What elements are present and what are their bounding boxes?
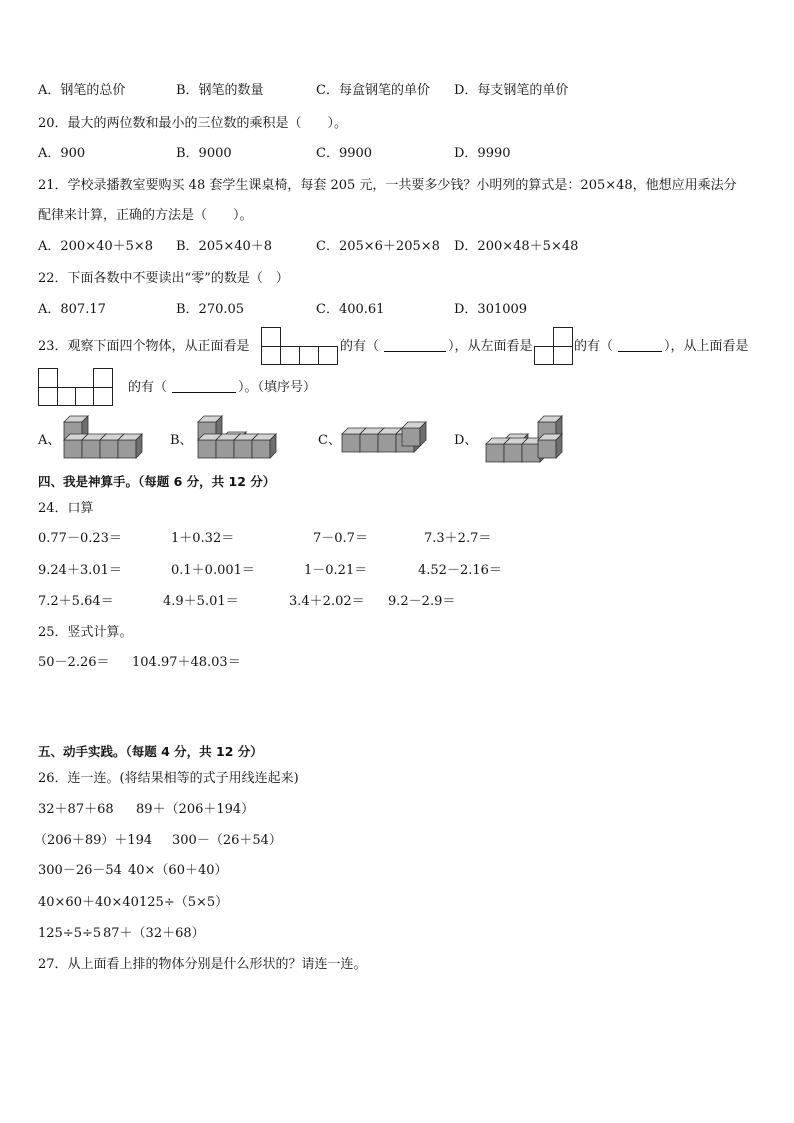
mental-math-item: 7.3＋2.7＝ bbox=[424, 531, 492, 546]
mental-math-item: 7－0.7＝ bbox=[313, 531, 368, 546]
matching-right-item[interactable]: 89＋（206＋194） bbox=[136, 802, 255, 817]
q22-option-c: C．400.61 bbox=[316, 302, 385, 317]
cube-object-b bbox=[194, 412, 289, 464]
q19-option-b: B．钢笔的数量 bbox=[176, 83, 264, 98]
q19-option-d: D．每支钢笔的单价 bbox=[454, 83, 569, 98]
q20-option-b: B．9000 bbox=[176, 146, 232, 161]
q25-title: 25．竖式计算。 bbox=[38, 625, 133, 640]
object-label-b: B、 bbox=[170, 433, 193, 448]
top-view-grid bbox=[38, 368, 113, 406]
q27-title: 27．从上面看上排的物体分别是什么形状的？请连一连。 bbox=[38, 957, 367, 972]
mental-math-item: 7.2＋5.64＝ bbox=[38, 594, 114, 609]
q19-option-a: A．钢笔的总价 bbox=[38, 83, 126, 98]
answer-blank-top[interactable] bbox=[172, 380, 236, 393]
mental-math-item: 9.2－2.9＝ bbox=[388, 594, 456, 609]
matching-right-item[interactable]: 87＋（32＋68） bbox=[103, 926, 205, 941]
section-5-title: 五、动手实践。（每题 4 分，共 12 分） bbox=[38, 744, 263, 759]
mental-math-item: 0.1＋0.001＝ bbox=[171, 563, 255, 578]
q23-stem-part3: ），从左面看是 bbox=[448, 339, 533, 354]
cube-object-c bbox=[340, 418, 435, 462]
answer-blank-front[interactable] bbox=[384, 339, 446, 352]
q23-stem-part2: 的有（ bbox=[340, 339, 380, 354]
q21-option-a: A．200×40＋5×8 bbox=[38, 239, 154, 254]
q23-stem-part7: ）。（填序号） bbox=[238, 380, 317, 395]
q23-stem-part6: 的有（ bbox=[128, 380, 168, 395]
q24-title: 24．口算 bbox=[38, 501, 94, 516]
mental-math-item: 0.77－0.23＝ bbox=[38, 531, 122, 546]
q19-option-c: C．每盒钢笔的单价 bbox=[316, 83, 430, 98]
matching-right-item[interactable]: 300－（26＋54） bbox=[172, 833, 282, 848]
q21-option-d: D．200×48＋5×48 bbox=[454, 239, 579, 254]
column-calc-item: 104.97＋48.03＝ bbox=[132, 655, 241, 670]
q22-option-d: D．301009 bbox=[454, 302, 528, 317]
q23-stem-part1: 23．观察下面四个物体，从正面看是 bbox=[38, 339, 250, 354]
mental-math-item: 4.9＋5.01＝ bbox=[163, 594, 239, 609]
q23-stem-part5: ），从上面看是 bbox=[664, 339, 749, 354]
q21-stem-line2: 配律来计算，正确的方法是（ ）。 bbox=[38, 208, 253, 223]
q22-stem: 22．下面各数中不要读出“零”的数是（ ） bbox=[38, 271, 289, 286]
object-label-a: A、 bbox=[38, 433, 61, 448]
matching-left-item[interactable]: 40×60＋40×40 bbox=[38, 895, 139, 910]
matching-left-item[interactable]: 300－26－54 bbox=[38, 863, 122, 878]
matching-right-item[interactable]: 40×（60＋40） bbox=[128, 863, 228, 878]
cube-object-d bbox=[484, 410, 579, 464]
q20-stem: 20．最大的两位数和最小的三位数的乘积是（ ）。 bbox=[38, 116, 348, 131]
q20-option-c: C．9900 bbox=[316, 146, 373, 161]
object-label-c: C、 bbox=[318, 433, 341, 448]
answer-blank-left[interactable] bbox=[618, 339, 662, 352]
front-view-grid bbox=[261, 327, 338, 365]
q26-title: 26．连一连。(将结果相等的式子用线连起来) bbox=[38, 771, 299, 786]
cube-object-a bbox=[58, 412, 148, 464]
object-label-d: D、 bbox=[454, 433, 478, 448]
mental-math-item: 4.52－2.16＝ bbox=[418, 563, 502, 578]
q20-option-d: D．9990 bbox=[454, 146, 511, 161]
q21-stem-line1: 21．学校录播教室要购买 48 套学生课桌椅，每套 205 元，一共要多少钱？小明列的算式是：205×48，他想应用乘法分 bbox=[38, 178, 737, 193]
mental-math-item: 9.24＋3.01＝ bbox=[38, 563, 122, 578]
q22-option-b: B．270.05 bbox=[176, 302, 245, 317]
matching-left-item[interactable]: （206＋89）＋194 bbox=[34, 833, 153, 848]
q23-stem-part4: 的有（ bbox=[574, 339, 614, 354]
mental-math-item: 1－0.21＝ bbox=[304, 563, 368, 578]
matching-right-item[interactable]: 125÷（5×5） bbox=[139, 895, 229, 910]
matching-left-item[interactable]: 125÷5÷5 bbox=[38, 926, 102, 941]
matching-left-item[interactable]: 32＋87＋68 bbox=[38, 802, 114, 817]
left-view-grid bbox=[534, 327, 573, 365]
section-4-title: 四、我是神算手。（每题 6 分，共 12 分） bbox=[38, 474, 276, 489]
q21-option-b: B．205×40＋8 bbox=[176, 239, 273, 254]
q20-option-a: A．900 bbox=[38, 146, 86, 161]
column-calc-item: 50－2.26＝ bbox=[38, 655, 110, 670]
q22-option-a: A．807.17 bbox=[38, 302, 106, 317]
mental-math-item: 3.4＋2.02＝ bbox=[289, 594, 365, 609]
mental-math-item: 1＋0.32＝ bbox=[171, 531, 235, 546]
q21-option-c: C．205×6＋205×8 bbox=[316, 239, 440, 254]
